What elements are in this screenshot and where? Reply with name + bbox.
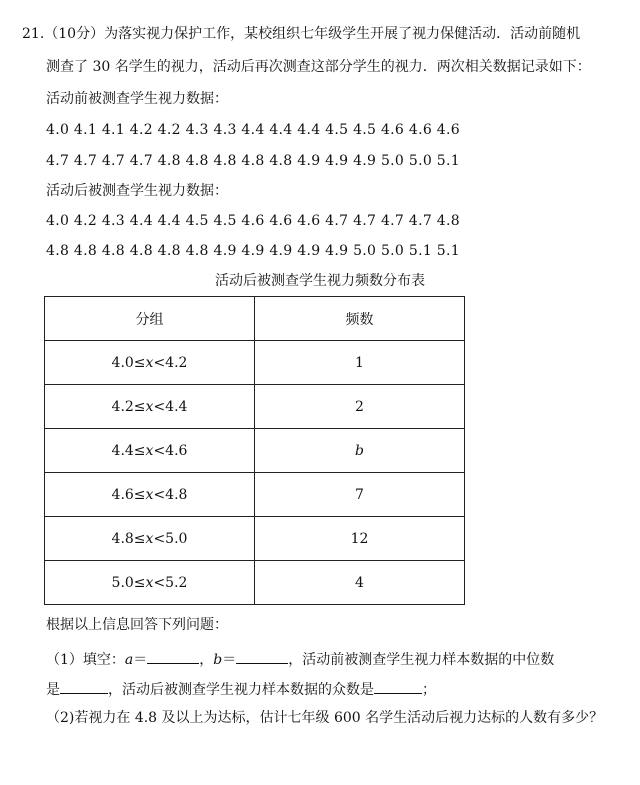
questions-intro: 根据以上信息回答下列问题： xyxy=(46,617,228,633)
count-cell xyxy=(255,429,465,473)
table-row xyxy=(45,385,465,429)
question-1-line2 xyxy=(46,678,436,700)
table-row xyxy=(45,341,465,385)
count-cell: 7 xyxy=(255,473,465,517)
q1-line2-end: ； xyxy=(422,682,436,698)
before-data-row2: 4.7 4.7 4.7 4.7 4.8 4.8 4.8 4.8 4.8 4.9 4.9 4.9 5.0 5.0 5.1 xyxy=(46,153,460,169)
before-data-label: 活动前被测查学生视力数据： xyxy=(46,91,228,107)
before-data-row1: 4.0 4.1 4.1 4.2 4.2 4.3 4.3 4.4 4.4 4.4 4.5 4.5 4.6 4.6 4.6 xyxy=(46,122,460,138)
after-data-row1: 4.0 4.2 4.3 4.4 4.4 4.5 4.5 4.6 4.6 4.6 4.7 4.7 4.7 4.7 4.8 xyxy=(46,213,460,229)
after-data-label: 活动后被测查学生视力数据： xyxy=(46,183,228,199)
frequency-table xyxy=(44,296,465,605)
q1-tail: ，活动前被测查学生视力样本数据的中位数 xyxy=(288,652,555,668)
q1-eq-b: ＝ xyxy=(222,652,237,668)
answer-blank-mode[interactable] xyxy=(374,678,422,694)
q1-prefix: （1）填空： xyxy=(46,652,125,668)
answer-blank-b[interactable] xyxy=(236,648,288,664)
after-data-row2: 4.8 4.8 4.8 4.8 4.8 4.8 4.9 4.9 4.9 4.9 4.9 5.0 5.0 5.1 5.1 xyxy=(46,243,460,259)
table-row xyxy=(45,429,465,473)
table-header-row xyxy=(45,297,465,341)
count-cell: 1 xyxy=(255,341,465,385)
problem-statement-line1: 21.（10分）为落实视力保护工作，某校组织七年级学生开展了视力保健活动．活动前随机 xyxy=(22,26,581,42)
count-cell: 12 xyxy=(255,517,465,561)
table-row xyxy=(45,561,465,605)
group-cell: 4.2≤x<4.4 xyxy=(45,385,255,429)
group-cell: 4.6≤x<4.8 xyxy=(45,473,255,517)
table-row xyxy=(45,517,465,561)
q1-line2-start: 是 xyxy=(46,682,60,698)
count-cell: 4 xyxy=(255,561,465,605)
group-cell: 4.4≤x<4.6 xyxy=(45,429,255,473)
question-1-line1 xyxy=(46,648,554,670)
count-variable-b: b xyxy=(355,442,364,459)
table-title: 活动后被测查学生视力频数分布表 xyxy=(215,273,425,289)
header-group: 分组 xyxy=(45,297,255,341)
q1-eq-a: ＝ xyxy=(133,652,148,668)
count-cell: 2 xyxy=(255,385,465,429)
q1-separator: ， xyxy=(199,652,214,668)
group-cell: 5.0≤x<5.2 xyxy=(45,561,255,605)
q1-var-a: a xyxy=(124,652,134,668)
table-row xyxy=(45,473,465,517)
q1-line2-mid: ，活动后被测查学生视力样本数据的众数是 xyxy=(108,682,374,698)
q1-var-b: b xyxy=(213,652,223,668)
answer-blank-median[interactable] xyxy=(60,678,108,694)
header-count: 频数 xyxy=(255,297,465,341)
answer-blank-a[interactable] xyxy=(147,648,199,664)
group-cell: 4.8≤x<5.0 xyxy=(45,517,255,561)
group-cell: 4.0≤x<4.2 xyxy=(45,341,255,385)
question-2: （2)若视力在 4.8 及以上为达标，估计七年级 600 名学生活动后视力达标的人数有多少？ xyxy=(46,710,604,726)
problem-statement-line2: 测查了 30 名学生的视力，活动后再次测查这部分学生的视力．两次相关数据记录如下： xyxy=(46,59,591,75)
